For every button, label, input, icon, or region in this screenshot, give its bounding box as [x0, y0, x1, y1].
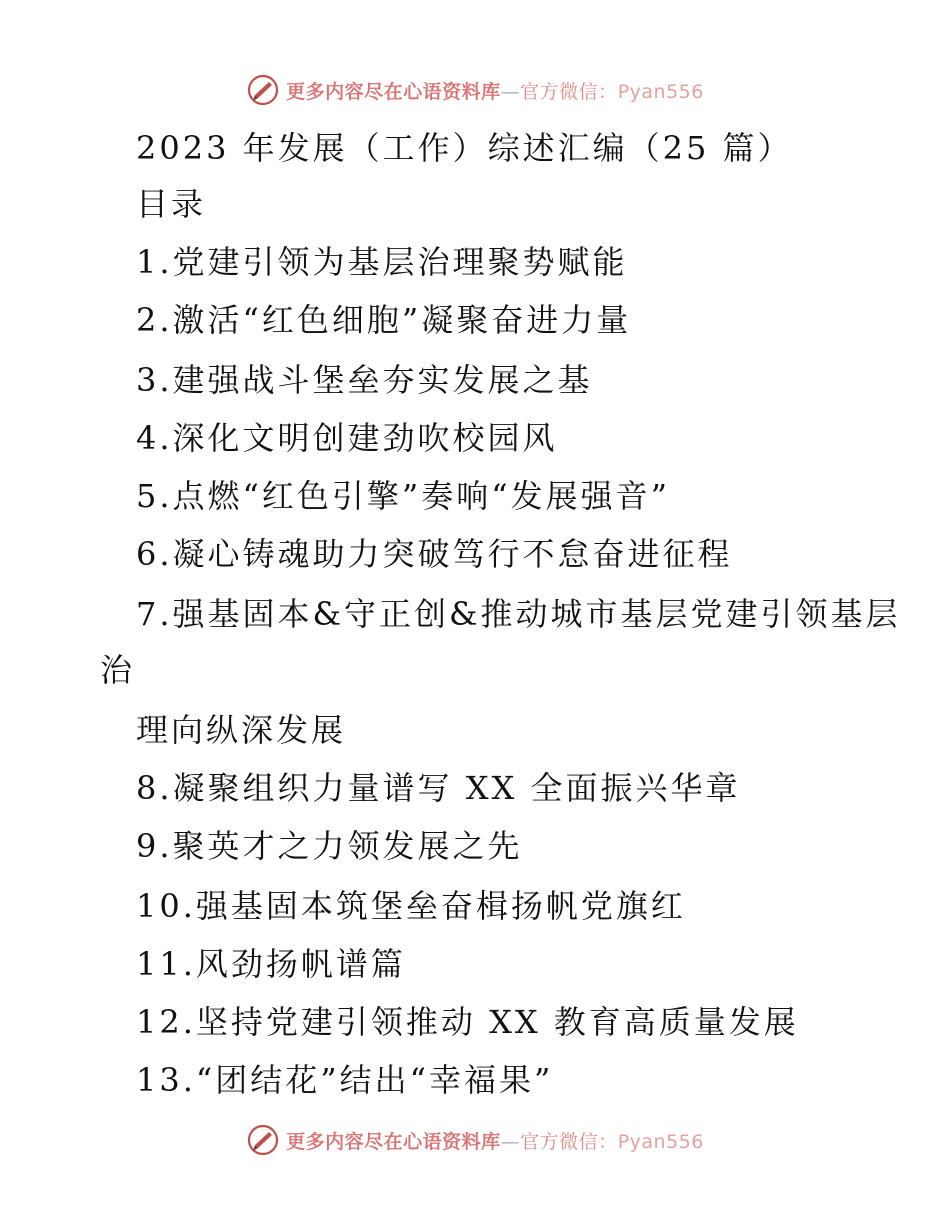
watermark-account: Pyan556	[617, 80, 704, 103]
toc-item: 8.凝聚组织力量谱写 XX 全面振兴华章	[136, 769, 741, 807]
toc-item: 13.“团结花”结出“幸福果”	[136, 1061, 554, 1099]
toc-item: 6.凝心铸魂助力突破笃行不怠奋进征程	[136, 535, 733, 573]
header-watermark	[0, 70, 950, 110]
toc-item: 1.党建引领为基层治理聚势赋能	[136, 243, 628, 281]
document-title: 2023 年发展（工作）综述汇编（25 篇）	[136, 129, 793, 167]
watermark-account-label: 官方微信：	[520, 1130, 618, 1153]
toc-item-continuation: 理向纵深发展	[136, 711, 347, 749]
toc-item: 3.建强战斗堡垒夯实发展之基	[136, 361, 593, 399]
watermark-separator: —	[500, 1130, 521, 1153]
toc-item: 7.强基固本&守正创&推动城市基层党建引领基层	[136, 595, 901, 633]
brand-logo-icon	[246, 73, 280, 107]
toc-item: 9.聚英才之力领发展之先	[136, 827, 523, 865]
watermark-text	[286, 1127, 704, 1154]
toc-item: 11.风劲扬帆谱篇	[136, 945, 406, 983]
toc-item: 10.强基固本筑堡垒奋楫扬帆党旗红	[136, 887, 686, 925]
toc-item: 4.深化文明创建劲吹校园风	[136, 419, 558, 457]
toc-item: 12.坚持党建引领推动 XX 教育高质量发展	[136, 1003, 799, 1041]
toc-item: 2.激活“红色细胞”凝聚奋进力量	[136, 301, 632, 339]
toc-item-wrap: 治	[100, 651, 136, 689]
watermark-brand: 更多内容尽在心语资料库	[286, 80, 501, 103]
watermark-text	[286, 77, 704, 104]
footer-watermark	[0, 1120, 950, 1160]
brand-logo-icon	[246, 1123, 280, 1157]
watermark-account: Pyan556	[617, 1130, 704, 1153]
watermark-separator: —	[500, 80, 521, 103]
toc-item: 5.点燃“红色引擎”奏响“发展强音”	[136, 477, 670, 515]
toc-heading: 目录	[136, 185, 207, 223]
watermark-account-label: 官方微信：	[520, 80, 618, 103]
watermark-brand: 更多内容尽在心语资料库	[286, 1130, 501, 1153]
